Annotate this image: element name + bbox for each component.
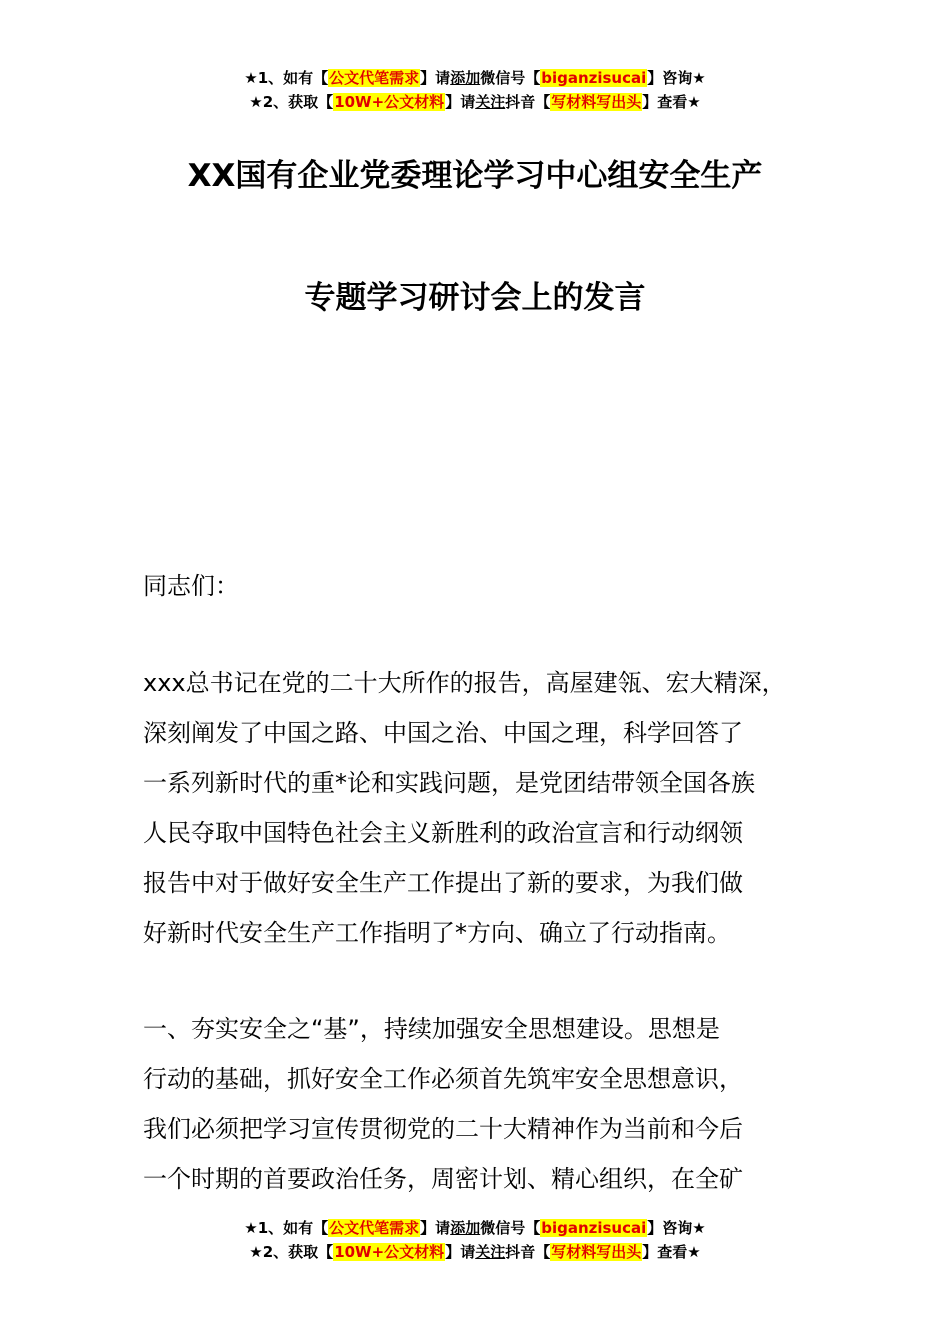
banner-text: ★2、获取【: [249, 93, 334, 111]
banner-text: 】查看★: [642, 1243, 701, 1261]
banner-underlined-text: 添加: [450, 1219, 481, 1237]
text-line: xxx总书记在党的二十大所作的报告，高屋建瓴、宏大精深，: [143, 669, 786, 697]
text-line: 一系列新时代的重*论和实践问题，是党团结带领全国各族: [143, 769, 755, 797]
banner-line-2: [0, 1240, 950, 1264]
banner-text: 】查看★: [642, 93, 701, 111]
paragraph-2: [143, 1004, 843, 1204]
banner-underlined-text: 关注: [475, 93, 506, 111]
banner-line-1: [0, 1216, 950, 1240]
text-line: 报告中对于做好安全生产工作提出了新的要求，为我们做: [143, 869, 743, 897]
banner-text: ★1、如有【: [244, 69, 329, 87]
banner-highlight: 公文代笔需求: [329, 69, 420, 87]
banner-text: ★2、获取【: [249, 1243, 334, 1261]
header-banner: [0, 66, 950, 114]
banner-text: 微信号【: [480, 1219, 541, 1237]
banner-underlined-text: 添加: [450, 69, 481, 87]
banner-text: 】咨询★: [647, 1219, 706, 1237]
text-line: 行动的基础，抓好安全工作必须首先筑牢安全思想意识，: [143, 1065, 743, 1093]
banner-text: ★1、如有【: [244, 1219, 329, 1237]
banner-text: 】咨询★: [647, 69, 706, 87]
banner-text: 】请: [445, 93, 476, 111]
text-line: 深刻阐发了中国之路、中国之治、中国之理，科学回答了: [143, 719, 743, 747]
banner-text: 】请: [420, 69, 451, 87]
paragraph-1: [143, 658, 843, 958]
banner-text: 抖音【: [505, 93, 551, 111]
text-line: 一个时期的首要政治任务，周密计划、精心组织，在全矿: [143, 1165, 743, 1193]
banner-line-1: [0, 66, 950, 90]
salutation: 同志们：: [143, 572, 239, 600]
banner-text: 抖音【: [505, 1243, 551, 1261]
banner-text: 】请: [420, 1219, 451, 1237]
banner-line-2: [0, 90, 950, 114]
footer-banner: [0, 1216, 950, 1264]
banner-highlight: 写材料写出头: [551, 1243, 642, 1261]
text-line: 好新时代安全生产工作指明了*方向、确立了行动指南。: [143, 919, 731, 947]
document-title-line-1: XX国有企业党委理论学习中心组安全生产: [187, 158, 763, 194]
banner-highlight: 10W+公文材料: [334, 1243, 445, 1261]
document-title-line-2: 专题学习研讨会上的发言: [304, 280, 646, 316]
text-line: 我们必须把学习宣传贯彻党的二十大精神作为当前和今后: [143, 1115, 743, 1143]
banner-highlight: 10W+公文材料: [334, 93, 445, 111]
banner-highlight: biganzisucai: [541, 69, 647, 87]
banner-underlined-text: 关注: [475, 1243, 506, 1261]
text-line: 一、夯实安全之“基”，持续加强安全思想建设。思想是: [143, 1015, 720, 1043]
text-line: 人民夺取中国特色社会主义新胜利的政治宣言和行动纲领: [143, 819, 743, 847]
banner-text: 微信号【: [480, 69, 541, 87]
banner-text: 】请: [445, 1243, 476, 1261]
banner-highlight: biganzisucai: [541, 1219, 647, 1237]
banner-highlight: 写材料写出头: [551, 93, 642, 111]
banner-highlight: 公文代笔需求: [329, 1219, 420, 1237]
